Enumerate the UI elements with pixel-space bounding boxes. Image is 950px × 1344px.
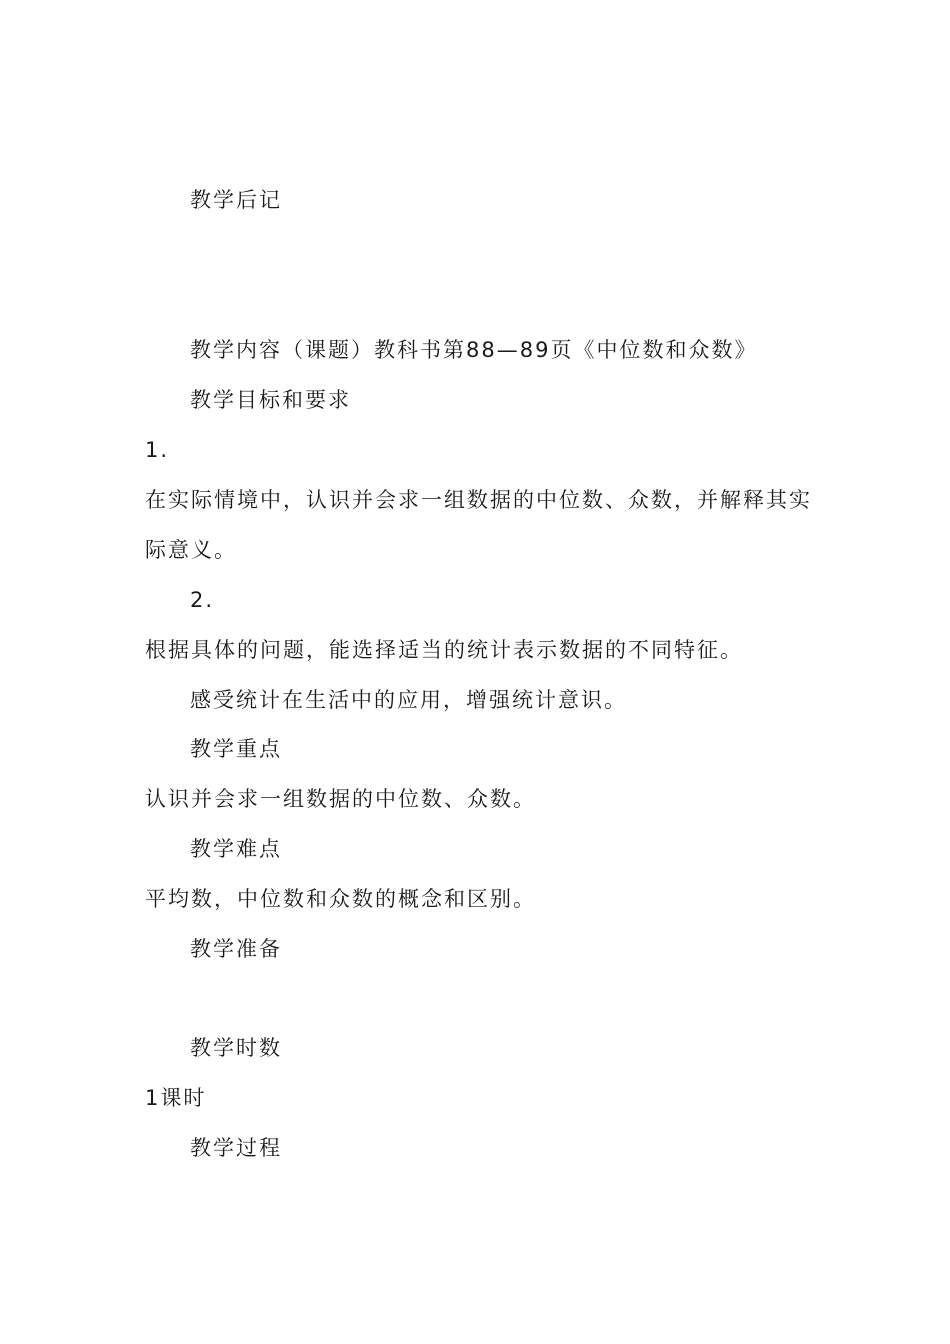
heading-preparation: 教学准备	[190, 937, 282, 961]
heading-teaching-notes: 教学后记	[190, 188, 282, 212]
heading-class-hours: 教学时数	[190, 1036, 282, 1060]
objective-1-text: 在实际情境中，认识并会求一组数据的中位数、众数，并解释其实	[145, 488, 812, 512]
objective-1-text-continued: 际意义。	[145, 538, 237, 562]
objective-3-text: 感受统计在生活中的应用，增强统计意识。	[190, 688, 627, 712]
objective-number-1: 1.	[145, 438, 170, 462]
objective-2-text: 根据具体的问题，能选择适当的统计表示数据的不同特征。	[145, 638, 743, 662]
objective-number-2: 2.	[190, 588, 215, 612]
heading-objectives: 教学目标和要求	[190, 388, 351, 412]
difficulties-text: 平均数，中位数和众数的概念和区别。	[145, 887, 536, 911]
heading-key-points: 教学重点	[190, 737, 282, 761]
key-points-text: 认识并会求一组数据的中位数、众数。	[145, 787, 536, 811]
heading-difficulties: 教学难点	[190, 837, 282, 861]
heading-teaching-process: 教学过程	[190, 1136, 282, 1160]
class-hours-text: 1课时	[145, 1086, 207, 1110]
teaching-content: 教学内容（课题）教科书第88—89页《中位数和众数》	[190, 338, 758, 362]
